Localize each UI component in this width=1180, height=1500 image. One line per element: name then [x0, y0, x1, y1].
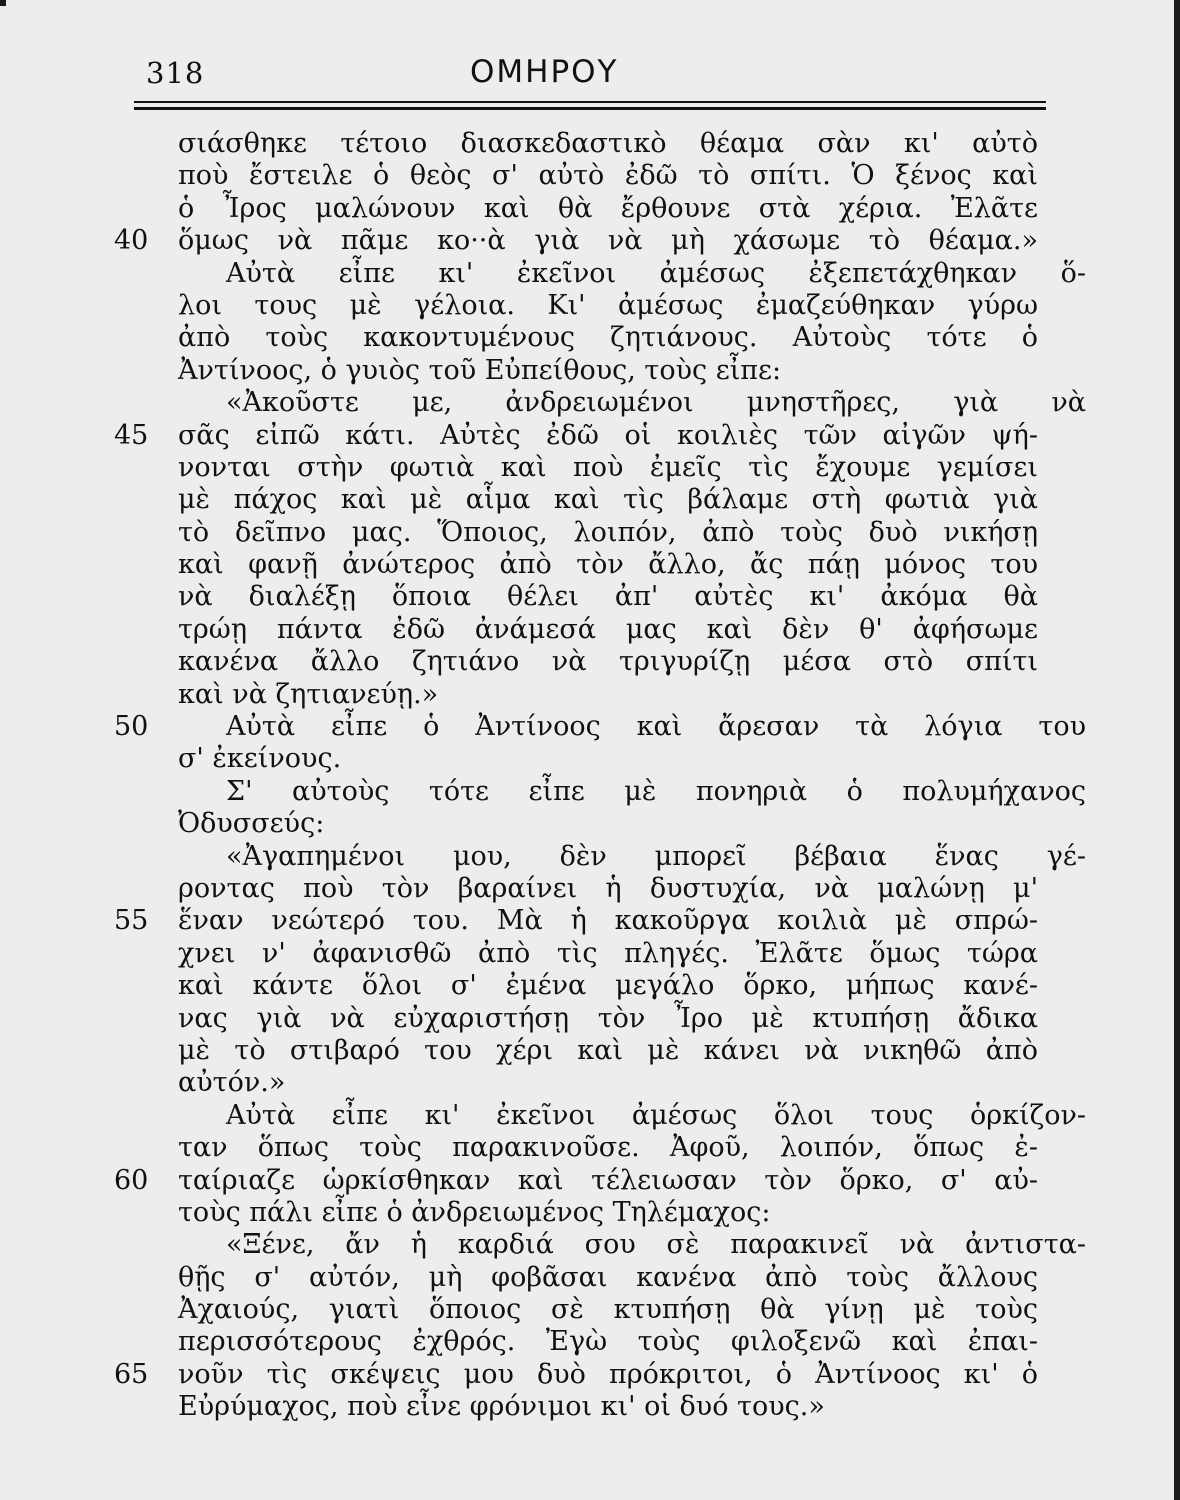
line-number: 55 [114, 905, 149, 937]
line-text: Σ' αὐτοὺς τότε εἶπε μὲ πονηριὰ ὁ πολυμήχανος [226, 775, 1086, 807]
line-text: σ' ἐκείνους. [178, 743, 342, 775]
line-text: τὸ δεῖπνο μας. Ὅποιος, λοιπόν, ἀπὸ τοὺς δυὸ νικήσῃ [178, 516, 1038, 548]
text-line [178, 1262, 1038, 1294]
text-line [178, 1067, 1038, 1099]
line-text: νοῦν τὶς σκέψεις μου δυὸ πρόκριτοι, ὁ Ἀντίνοος κι' ὁ [178, 1358, 1038, 1390]
text-line [178, 581, 1038, 613]
line-text: Αὐτὰ εἶπε κι' ἐκεῖνοι ἀμέσως ἐξεπετάχθηκαν ὅ- [226, 257, 1086, 289]
line-text: ποὺ ἔστειλε ὁ θεὸς σ' αὐτὸ ἐδῶ τὸ σπίτι. Ὁ ξένος καὶ [178, 160, 1038, 192]
line-text: τοὺς πάλι εἶπε ὁ ἀνδρειωμένος Τηλέμαχος: [178, 1196, 771, 1228]
text-line [178, 128, 1038, 160]
text-line [178, 679, 1038, 711]
text-line [178, 290, 1038, 322]
line-text: «Ἀκοῦστε με, ἀνδρειωμένοι μνηστῆρες, γιὰ νὰ [226, 387, 1086, 419]
text-line [178, 160, 1038, 192]
text-line [178, 549, 1038, 581]
text-line [114, 905, 1038, 937]
text-line [178, 808, 1038, 840]
line-text: ροντας ποὺ τὸν βαραίνει ἡ δυστυχία, νὰ μαλώνῃ μ' [178, 872, 1038, 904]
line-text: νας γιὰ νὰ εὐχαριστήσῃ τὸν Ἶρο μὲ κτυπήσῃ ἄδικα [178, 1002, 1038, 1034]
text-line [178, 840, 1086, 873]
text-line [178, 355, 1038, 387]
line-text: σᾶς εἰπῶ κάτι. Αὐτὲς ἐδῶ οἱ κοιλιὲς τῶν αἰγῶν ψή- [178, 419, 1038, 451]
text-line [178, 322, 1038, 354]
page-edge [1174, 0, 1180, 1500]
text-line [178, 1229, 1086, 1261]
text-line [114, 419, 1038, 452]
text-line [178, 938, 1038, 970]
line-text: σιάσθηκε τέτοιο διασκεδαστικὸ θέαμα σὰν κι' αὐτὸ [178, 128, 1038, 159]
line-text: Αὐτὰ εἶπε ὁ Ἀντίνοος καὶ ἄρεσαν τὰ λόγια του [226, 711, 1086, 743]
line-text: καὶ φανῇ ἀνώτερος ἀπὸ τὸν ἄλλο, ἄς πάῃ μόνος του [178, 549, 1038, 581]
text-line [178, 484, 1038, 516]
line-text: «Ἀγαπημένοι μου, δὲν μπορεῖ βέβαια ἕνας γέ- [226, 840, 1086, 872]
line-text: νονται στὴν φωτιὰ καὶ ποὺ ἐμεῖς τὶς ἔχουμε γεμίσει [178, 451, 1038, 483]
line-text: τρώῃ πάντα ἐδῶ ἀνάμεσά μας καὶ δὲν θ' ἀφήσωμε [178, 613, 1038, 645]
text-line [178, 873, 1038, 905]
line-text: Ὀδυσσεύς: [178, 808, 325, 840]
text-line [178, 1197, 1038, 1229]
line-text: νὰ διαλέξῃ ὅποια θέλει ἀπ' αὐτὲς κι' ἀκόμα θὰ [178, 581, 1038, 613]
text-line [178, 1099, 1086, 1132]
line-text: Ἀντίνοος, ὁ γυιὸς τοῦ Εὐπείθους, τοὺς εἶπε: [178, 354, 782, 386]
text-line [178, 1294, 1038, 1326]
page-header [140, 52, 1045, 96]
line-text: περισσότερους ἐχθρός. Ἐγὼ τοὺς φιλοξενῶ καὶ ἐπαι- [178, 1326, 1038, 1358]
line-number: 50 [114, 711, 149, 743]
text-line [178, 614, 1038, 646]
scan-corner [0, 0, 6, 6]
text-line [178, 646, 1038, 678]
line-text: αὐτόν.» [178, 1067, 286, 1099]
text-line [178, 452, 1038, 484]
line-number: 60 [114, 1164, 149, 1196]
line-text: ἀπὸ τοὺς κακοντυμένους ζητιάνους. Αὐτοὺς τότε ὁ [178, 322, 1038, 354]
text-line [178, 775, 1086, 808]
line-text: μὲ τὸ στιβαρό του χέρι καὶ μὲ κάνει νὰ νικηθῶ ἀπὸ [178, 1034, 1038, 1066]
text-line [114, 1164, 1038, 1197]
line-text: θῇς σ' αὐτόν, μὴ φοβᾶσαι κανένα ἀπὸ τοὺς ἄλλους [178, 1261, 1038, 1293]
line-text: Αὐτὰ εἶπε κι' ἐκεῖνοι ἀμέσως ὅλοι τους ὁρκίζον- [226, 1099, 1086, 1131]
text-line [178, 193, 1038, 225]
header-rule [134, 101, 1046, 103]
text-line [114, 225, 1038, 257]
text-line [178, 1035, 1038, 1067]
text-line [178, 1003, 1038, 1035]
line-text: χνει ν' ἀφανισθῶ ἀπὸ τὶς πληγές. Ἐλᾶτε ὅμως τώρα [178, 937, 1038, 969]
line-number: 65 [114, 1358, 149, 1390]
text-line [114, 1358, 1038, 1391]
text-line [178, 743, 1038, 775]
line-text: καὶ κάντε ὅλοι σ' ἐμένα μεγάλο ὅρκο, μήπως κανέ- [178, 970, 1038, 1002]
line-text: καὶ νὰ ζητιανεύῃ.» [178, 678, 439, 710]
line-text: «Ξένε, ἄν ἡ καρδιά σου σὲ παρακινεῖ νὰ ἀντιστα- [226, 1229, 1086, 1261]
line-number: 45 [114, 419, 149, 451]
line-text: ταίριαζε ὡρκίσθηκαν καὶ τέλειωσαν τὸν ὅρκο, σ' αὐ- [178, 1164, 1038, 1196]
line-text: ὁ Ἶρος μαλώνουν καὶ θὰ ἔρθουνε στὰ χέρια. Ἐλᾶτε [178, 192, 1038, 224]
line-number: 40 [114, 225, 149, 257]
text-line [178, 1132, 1038, 1164]
line-text: Ἀχαιούς, γιατὶ ὅποιος σὲ κτυπήσῃ θὰ γίνῃ μὲ τοὺς [178, 1294, 1038, 1326]
page-number: 318 [146, 56, 205, 90]
body-text [114, 128, 1086, 1424]
text-line [178, 257, 1086, 290]
line-text: ταν ὅπως τοὺς παρακινοῦσε. Ἀφοῦ, λοιπόν, ὅπως ἐ- [178, 1132, 1038, 1164]
text-line [178, 970, 1038, 1002]
line-text: κανένα ἄλλο ζητιάνο νὰ τριγυρίζῃ μέσα στὸ σπίτι [178, 646, 1038, 678]
line-text: ἕναν νεώτερό του. Μὰ ἡ κακοῦργα κοιλιὰ μὲ σπρώ- [178, 905, 1038, 937]
running-title: ΟΜΗΡΟΥ [470, 54, 619, 90]
text-line [178, 387, 1086, 419]
line-text: μὲ πάχος καὶ μὲ αἷμα καὶ τὶς βάλαμε στὴ φωτιὰ γιὰ [178, 484, 1038, 516]
line-text: λοι τους μὲ γέλοια. Κι' ἀμέσως ἐμαζεύθηκαν γύρω [178, 289, 1038, 321]
line-text: ὅμως νὰ πᾶμε κο··ὰ γιὰ νὰ μὴ χάσωμε τὸ θέαμα.» [178, 225, 1038, 257]
header-rule-thick [134, 107, 1046, 110]
text-line [178, 1391, 1038, 1423]
line-text: Εὐρύμαχος, ποὺ εἶνε φρόνιμοι κι' οἱ δυό τους.» [178, 1391, 825, 1423]
text-line [178, 517, 1038, 549]
text-line [178, 1326, 1038, 1358]
text-line [114, 711, 1086, 743]
